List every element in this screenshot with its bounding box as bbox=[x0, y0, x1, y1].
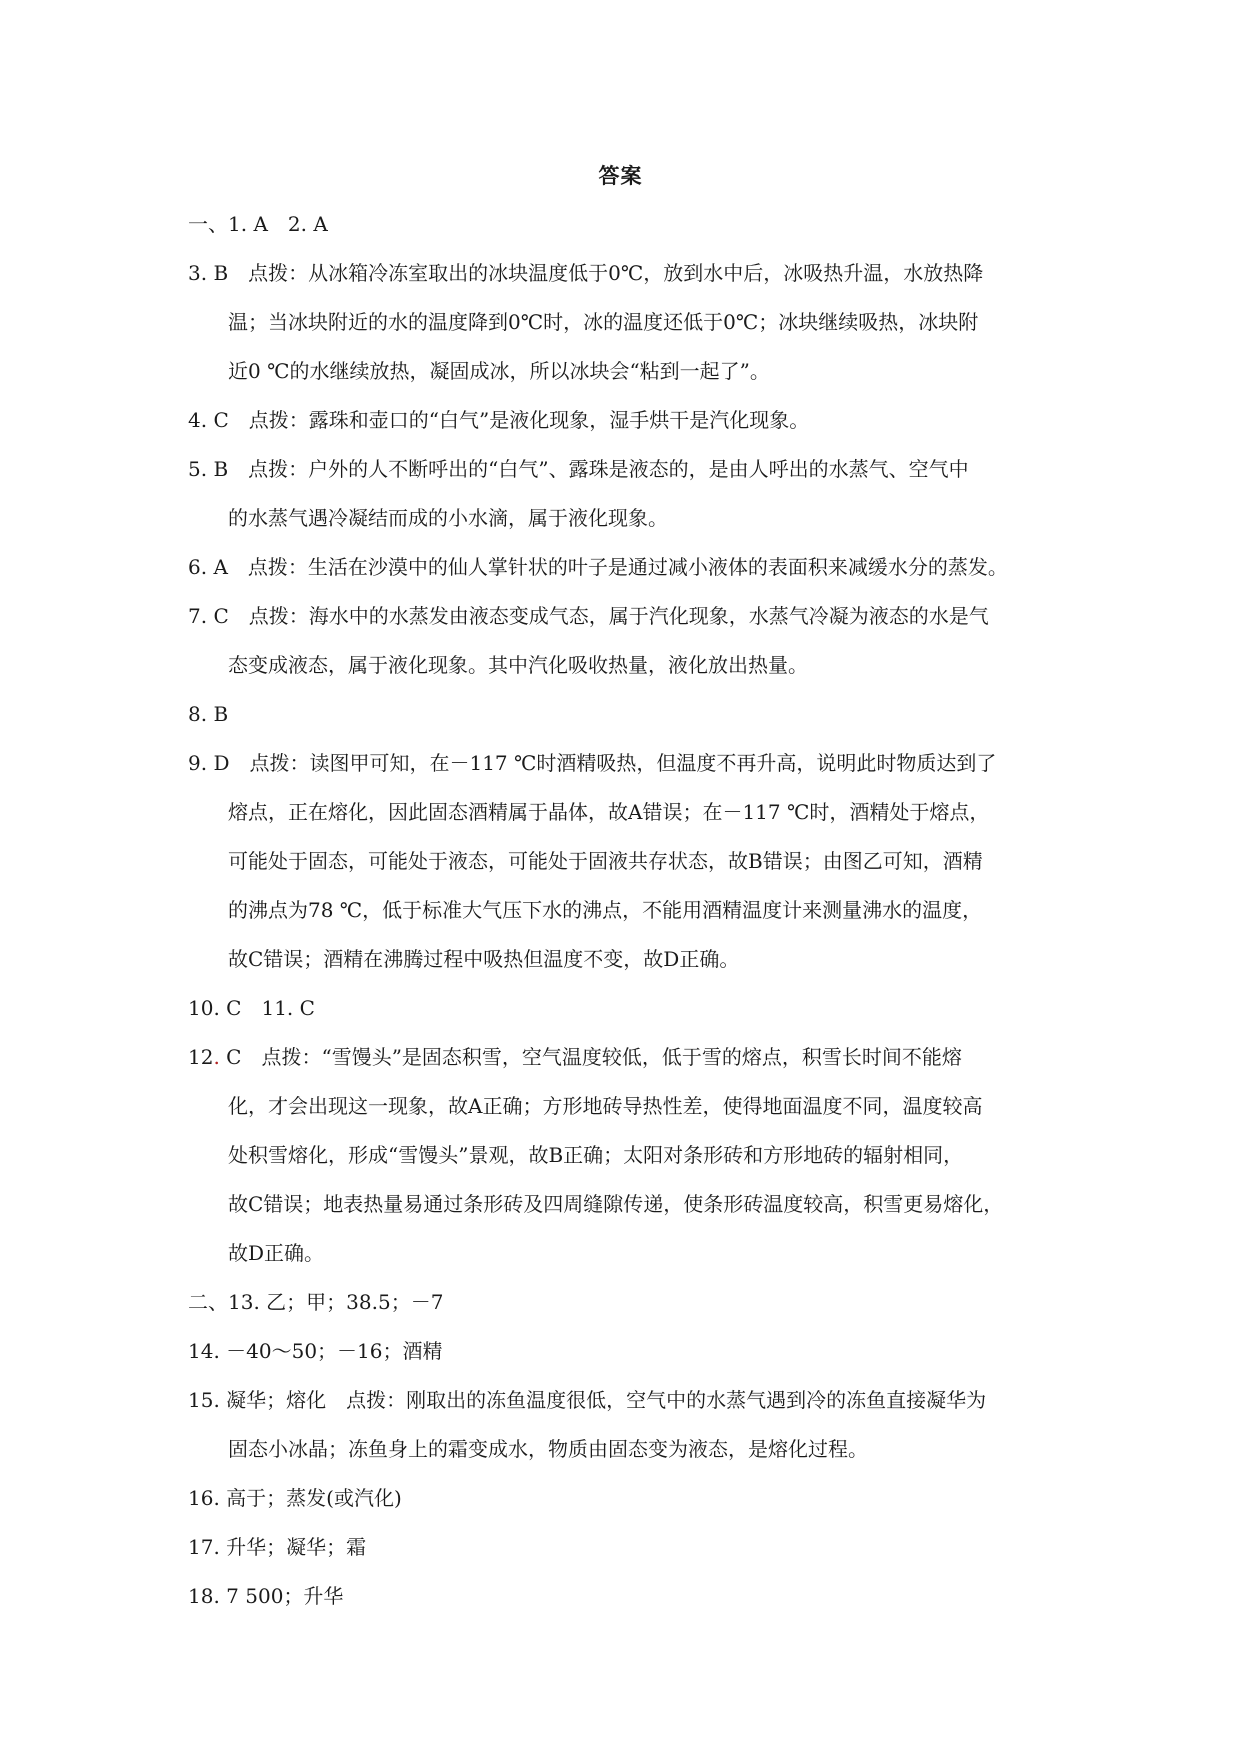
answer-text: C 点拨：“雪馒头”是固态积雪，空气温度较低，低于雪的熔点，积雪长时间不能熔 bbox=[219, 1045, 962, 1069]
answer-line-continuation: 处积雪熔化，形成“雪馒头”景观，故B正确；太阳对条形砖和方形地砖的辐射相同， bbox=[228, 1143, 964, 1167]
answer-line-continuation: 可能处于固态，可能处于液态，可能处于固液共存状态，故B错误；由图乙可知，酒精 bbox=[228, 849, 983, 873]
question-number: 12. bbox=[188, 1045, 220, 1069]
answer-line bbox=[188, 1033, 1068, 1082]
answer-line-continuation: 熔点，正在熔化，因此固态酒精属于晶体，故A错误；在－117 ℃时，酒精处于熔点， bbox=[228, 800, 990, 824]
answer-line: 6. A 点拨：生活在沙漠中的仙人掌针状的叶子是通过减小液体的表面积来减缓水分的蒸发。 bbox=[188, 555, 1008, 579]
answer-line-continuation: 化，才会出现这一现象，故A正确；方形地砖导热性差，使得地面温度不同，温度较高 bbox=[228, 1094, 983, 1118]
answer-line-continuation: 的水蒸气遇冷凝结而成的小水滴，属于液化现象。 bbox=[228, 506, 668, 530]
answer-line: 10. C 11. C bbox=[188, 996, 315, 1020]
answer-line: 16. 高于；蒸发(或汽化) bbox=[188, 1486, 402, 1510]
answer-line: 4. C 点拨：露珠和壶口的“白气”是液化现象，湿手烘干是汽化现象。 bbox=[188, 408, 810, 432]
answer-line-continuation: 近0 ℃的水继续放热，凝固成冰，所以冰块会“粘到一起了”。 bbox=[228, 359, 770, 383]
answer-line-continuation: 故D正确。 bbox=[228, 1241, 325, 1265]
answer-line: 15. 凝华；熔化 点拨：刚取出的冻鱼温度很低，空气中的水蒸气遇到冷的冻鱼直接凝华为 bbox=[188, 1388, 987, 1412]
answer-line: 二、13. 乙；甲；38.5；－7 bbox=[188, 1290, 444, 1314]
page-title: 答案 bbox=[598, 164, 643, 188]
answer-line: 7. C 点拨：海水中的水蒸发由液态变成气态，属于汽化现象，水蒸气冷凝为液态的水是气 bbox=[188, 604, 989, 628]
answer-line-continuation: 固态小冰晶；冻鱼身上的霜变成水，物质由固态变为液态，是熔化过程。 bbox=[228, 1437, 868, 1461]
answer-line: 18. 7 500；升华 bbox=[188, 1584, 344, 1608]
answer-line-continuation: 故C错误；地表热量易通过条形砖及四周缝隙传递，使条形砖温度较高，积雪更易熔化， bbox=[228, 1192, 1004, 1216]
answer-line: 14. －40～50；－16；酒精 bbox=[188, 1339, 443, 1363]
answer-list bbox=[188, 200, 1068, 1621]
answer-line: 8. B bbox=[188, 702, 229, 726]
answer-line: 17. 升华；凝华；霜 bbox=[188, 1535, 367, 1559]
answer-line: 一、1. A 2. A bbox=[188, 212, 328, 236]
answer-line-continuation: 态变成液态，属于液化现象。其中汽化吸收热量，液化放出热量。 bbox=[228, 653, 808, 677]
answer-line: 3. B 点拨：从冰箱冷冻室取出的冰块温度低于0℃，放到水中后，冰吸热升温，水放热降 bbox=[188, 261, 984, 285]
answer-line-continuation: 的沸点为78 ℃，低于标准大气压下水的沸点，不能用酒精温度计来测量沸水的温度， bbox=[228, 898, 983, 922]
answer-line-continuation: 温；当冰块附近的水的温度降到0℃时，冰的温度还低于0℃；冰块继续吸热，冰块附 bbox=[228, 310, 979, 334]
answer-line: 9. D 点拨：读图甲可知，在－117 ℃时酒精吸热，但温度不再升高，说明此时物质达到了 bbox=[188, 751, 997, 775]
answer-line-continuation: 故C错误；酒精在沸腾过程中吸热但温度不变，故D正确。 bbox=[228, 947, 740, 971]
answer-line: 5. B 点拨：户外的人不断呼出的“白气”、露珠是液态的，是由人呼出的水蒸气、空气中 bbox=[188, 457, 969, 481]
